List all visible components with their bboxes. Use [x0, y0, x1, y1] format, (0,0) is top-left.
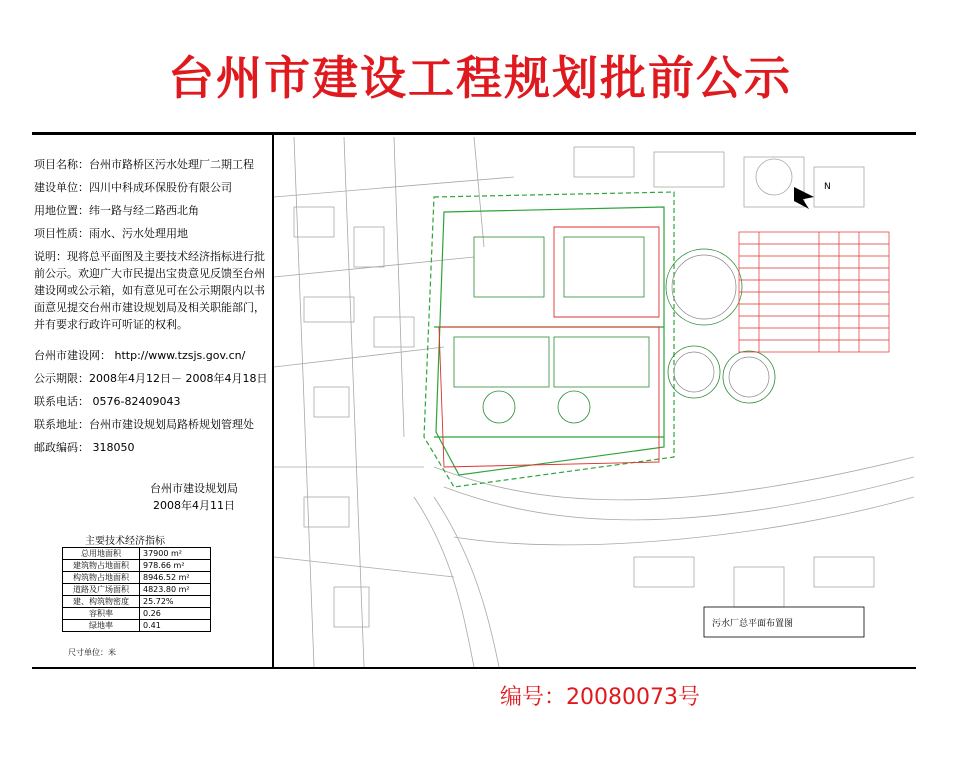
structure-schedule-table	[739, 232, 889, 352]
signature	[150, 480, 238, 514]
bottom-rule	[32, 667, 916, 669]
table-row: 绿地率 0.41	[63, 620, 211, 632]
project-name: 项目名称：台州市路桥区污水处理厂二期工程	[34, 158, 254, 171]
page-title: 台州市建设工程规划批前公示	[168, 51, 792, 105]
website: 台州市建设网： http://www.tzsjs.gov.cn/	[34, 349, 246, 362]
table-row: 建、构筑物密度 25.72%	[63, 596, 211, 608]
address: 联系地址：台州市建设规划局路桥规划管理处	[34, 418, 254, 431]
street-grid	[274, 137, 914, 667]
project-nature: 项目性质：雨水、污水处理用地	[34, 227, 188, 240]
table-row: 容积率 0.26	[63, 608, 211, 620]
top-rule	[32, 132, 916, 135]
notice-number: 编号：20080073号	[500, 685, 700, 710]
table-row: 构筑物占地面积 8946.52 m²	[63, 572, 211, 584]
plan-label: 污水厂总平面布置图	[712, 619, 794, 629]
phone: 联系电话： 0576-82409043	[34, 395, 181, 408]
signature-org: 台州市建设规划局	[150, 482, 238, 495]
north-arrow-icon	[794, 182, 831, 209]
unit-note: 尺寸单位：米	[68, 648, 116, 657]
site-plan-drawing	[274, 137, 914, 667]
period: 公示期限：2008年4月12日－ 2008年4月18日	[34, 372, 268, 385]
clarifiers	[672, 255, 769, 397]
table-row: 道路及广场面积 4823.80 m²	[63, 584, 211, 596]
table-row: 总用地面积 37900 m²	[63, 548, 211, 560]
indicators-table	[62, 547, 211, 632]
signature-date: 2008年4月11日	[153, 499, 235, 512]
svg-text:N: N	[824, 182, 831, 192]
builder: 建设单位：四川中科成环保股份有限公司	[34, 181, 232, 194]
postcode: 邮政编码： 318050	[34, 441, 135, 454]
notice-text: 说明：现将总平面图及主要技术经济指标进行批前公示。欢迎广大市民提出宝贵意见反馈至台州建设网或公示箱，如有意见可在公示期限内以书面意见提交台州市建设规划局及相关职能部门，并有要求行政许可听证的权利。	[34, 250, 265, 331]
table-row: 建筑物占地面积 978.66 m²	[63, 560, 211, 572]
location: 用地位置：纬一路与经二路西北角	[34, 204, 199, 217]
indicators-title: 主要技术经济指标	[85, 536, 165, 547]
project-info	[34, 156, 270, 456]
